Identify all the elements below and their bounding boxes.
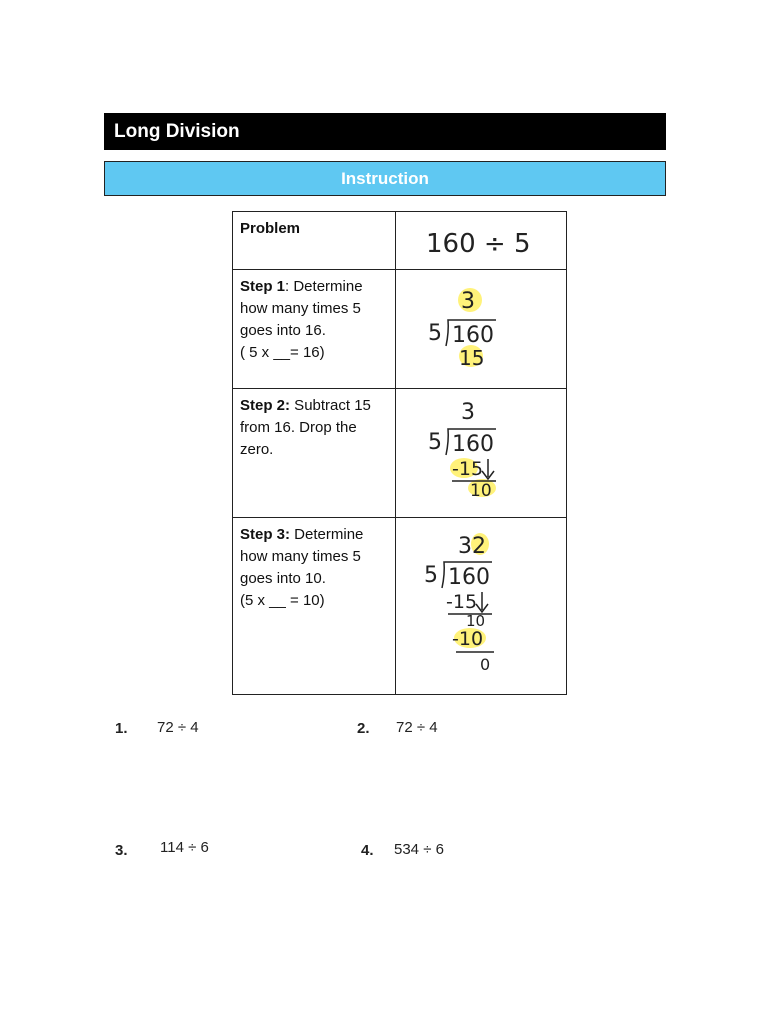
table-row [233,518,567,695]
handwritten-problem-text: 160 ÷ 5 [426,229,531,259]
problem-expression: 114 ÷ 6 [160,839,209,856]
step3-hint: (5 x __ = 10) [240,592,325,609]
step3-text-cell [233,518,396,695]
step1-quotient: 3 [461,289,475,314]
step1-text: : Determine how many times 5 goes into 16. [240,278,363,339]
handwritten-step1 [396,270,567,388]
problem-expression: 72 ÷ 4 [157,719,199,736]
step1-text-cell [233,270,396,389]
problem-expression: 534 ÷ 6 [394,841,444,858]
table-row [233,212,567,270]
problem-handwriting-cell [396,212,567,270]
step3-subtract1: -15 [446,591,478,613]
problem-number: 1. [115,720,128,737]
step1-dividend: 160 [452,323,494,348]
problem-label-cell [233,212,396,270]
handwritten-problem [396,212,567,269]
step3-text: Determine how many times 5 goes into 10. [240,526,364,587]
step3-quotient: 32 [458,534,486,559]
problem-expression: 72 ÷ 4 [396,719,438,736]
step2-handwriting-cell [396,389,567,518]
problem-number: 3. [115,842,128,859]
step3-remainder1: 10 [466,612,486,630]
step1-label: Step 1 [240,278,286,295]
step3-label: Step 3: [240,526,291,543]
step2-remainder: 10 [470,481,492,501]
problem-number: 4. [361,842,374,859]
step3-remainder2: 0 [480,655,491,674]
step1-hint: ( 5 x __= 16) [240,344,325,361]
step2-dividend: 160 [452,432,494,457]
step1-divisor: 5 [428,321,442,346]
step1-product: 15 [459,346,485,370]
problem-label: Problem [240,220,301,237]
step1-handwriting-cell [396,270,567,389]
step3-handwriting-cell [396,518,567,695]
section-header-instruction: Instruction [104,161,666,196]
step2-label: Step 2: [240,397,291,414]
handwritten-step2 [396,389,567,517]
step3-subtract2: -10 [452,628,484,650]
handwritten-step3 [396,518,567,694]
table-row [233,270,567,389]
instruction-table [232,211,567,695]
step2-text: Subtract 15 from 16. Drop the zero. [240,397,371,458]
step2-text-cell [233,389,396,518]
step2-divisor: 5 [428,430,442,455]
step2-subtract: -15 [452,458,484,480]
problem-number: 2. [357,720,370,737]
drop-down-arrow-icon [482,459,494,479]
step3-dividend: 160 [448,565,490,590]
table-row [233,389,567,518]
page-title: Long Division [104,113,666,150]
step2-quotient: 3 [461,400,475,425]
step3-divisor: 5 [424,563,438,588]
drop-down-arrow-icon [476,592,488,612]
